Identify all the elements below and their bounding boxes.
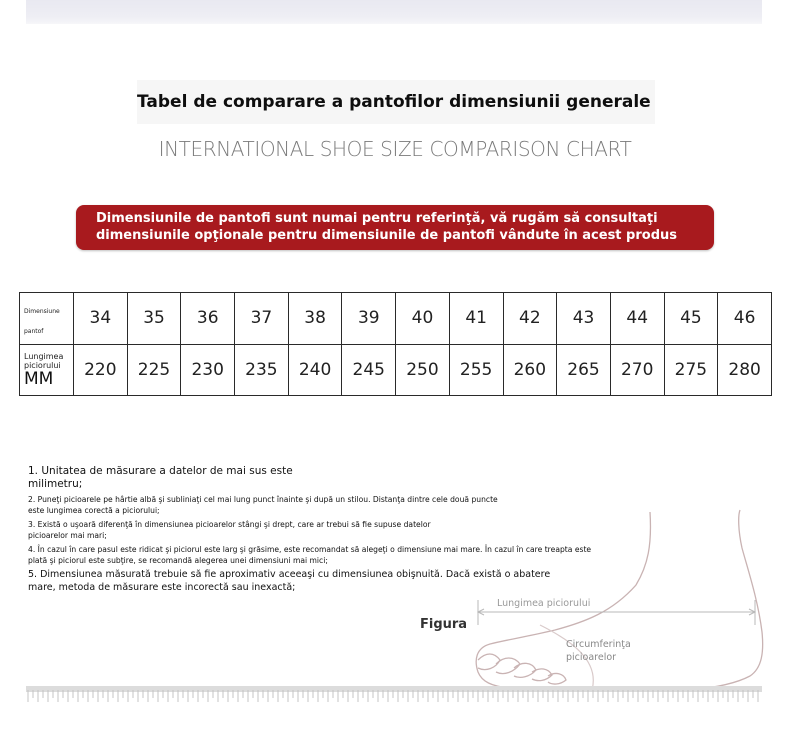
- size-comparison-table: [19, 292, 772, 396]
- ruler-icon: [26, 686, 762, 702]
- shoe-size-cell: 35: [127, 293, 181, 345]
- circumference-label-1: Circumferinţa: [566, 639, 631, 650]
- note-3-line-1: 3. Există o uşoară diferenţă în dimensiunea picioarelor stângi şi drept, care ar trebui să fie supuse datelor: [28, 520, 431, 529]
- shoe-size-cell: 38: [288, 293, 342, 345]
- figure-label: Figura: [420, 617, 468, 632]
- length-label: Lungimea piciorului: [497, 598, 591, 609]
- shoe-size-cell: 44: [610, 293, 664, 345]
- shoe-size-cell: 39: [342, 293, 396, 345]
- page-subtitle: INTERNATIONAL SHOE SIZE COMPARISON CHART: [158, 137, 632, 161]
- row-header-shoe-size: Dimensiune pantof: [20, 293, 74, 345]
- foot-length-cell: 230: [181, 344, 235, 396]
- top-banner-strip: [26, 0, 762, 24]
- row-header-foot-length: Lungimea piciorului MM: [20, 344, 74, 396]
- shoe-size-cell: 41: [449, 293, 503, 345]
- note-4-line-2: plată şi piciorul este subţire, se recomandă alegerea unei dimensiuni mai mici;: [28, 555, 328, 565]
- note-2-line-1: 2. Puneţi picioarele pe hârtie albă şi subliniaţi cel mai lung punct înainte şi după un stilou. Distanţa dintre cele două puncte: [28, 495, 498, 504]
- note-2-line-2: este lungimea corectă a piciorului;: [28, 505, 160, 515]
- shoe-size-cell: 36: [181, 293, 235, 345]
- table-row-foot-length: [20, 344, 772, 396]
- foot-length-cell: 235: [235, 344, 289, 396]
- circumference-label-2: picioarelor: [566, 652, 617, 663]
- foot-measurement-illustration: [0, 500, 790, 746]
- shoe-size-cell: 46: [718, 293, 772, 345]
- table-row-shoe-size: [20, 293, 772, 345]
- foot-length-cell: 225: [127, 344, 181, 396]
- shoe-size-cell: 37: [235, 293, 289, 345]
- foot-length-cell: 240: [288, 344, 342, 396]
- shoe-size-cell: 34: [74, 293, 128, 345]
- foot-length-cell: 220: [74, 344, 128, 396]
- foot-length-cell: 280: [718, 344, 772, 396]
- shoe-size-cell: 43: [557, 293, 611, 345]
- disclaimer-banner: [76, 205, 714, 250]
- note-1-line-1: 1. Unitatea de măsurare a datelor de mai sus este: [28, 465, 293, 477]
- foot-length-cell: 245: [342, 344, 396, 396]
- foot-length-cell: 275: [664, 344, 718, 396]
- disclaimer-line-1: Dimensiunile de pantofi sunt numai pentru referinţă, vă rugăm să consultaţi: [96, 211, 658, 226]
- shoe-size-cell: 42: [503, 293, 557, 345]
- page-title: Tabel de comparare a pantofilor dimensiunii generale: [137, 80, 655, 124]
- note-5-line-2: mare, metoda de măsurare este incorectă sau inexactă;: [28, 581, 296, 593]
- shoe-size-cell: 40: [396, 293, 450, 345]
- disclaimer-line-2: dimensiunile opţionale pentru dimensiunile de pantofi vândute în acest produs: [96, 228, 677, 243]
- foot-length-cell: 260: [503, 344, 557, 396]
- shoe-size-cell: 45: [664, 293, 718, 345]
- foot-length-cell: 250: [396, 344, 450, 396]
- foot-length-cell: 270: [610, 344, 664, 396]
- note-5-line-1: 5. Dimensiunea măsurată trebuie să fie aproximativ aceeaşi cu dimensiunea obişnuită. Dacă există o abatere: [28, 569, 551, 580]
- note-3-line-2: picioarelor mai mari;: [28, 530, 107, 540]
- foot-length-cell: 255: [449, 344, 503, 396]
- foot-length-cell: 265: [557, 344, 611, 396]
- note-1-line-2: milimetru;: [28, 478, 83, 490]
- note-4-line-1: 4. În cazul în care pasul este ridicat şi piciorul este larg şi grăsime, este recomandat să alegeţi o dimensiune mai mare. În cazul în care treapta este: [28, 545, 592, 554]
